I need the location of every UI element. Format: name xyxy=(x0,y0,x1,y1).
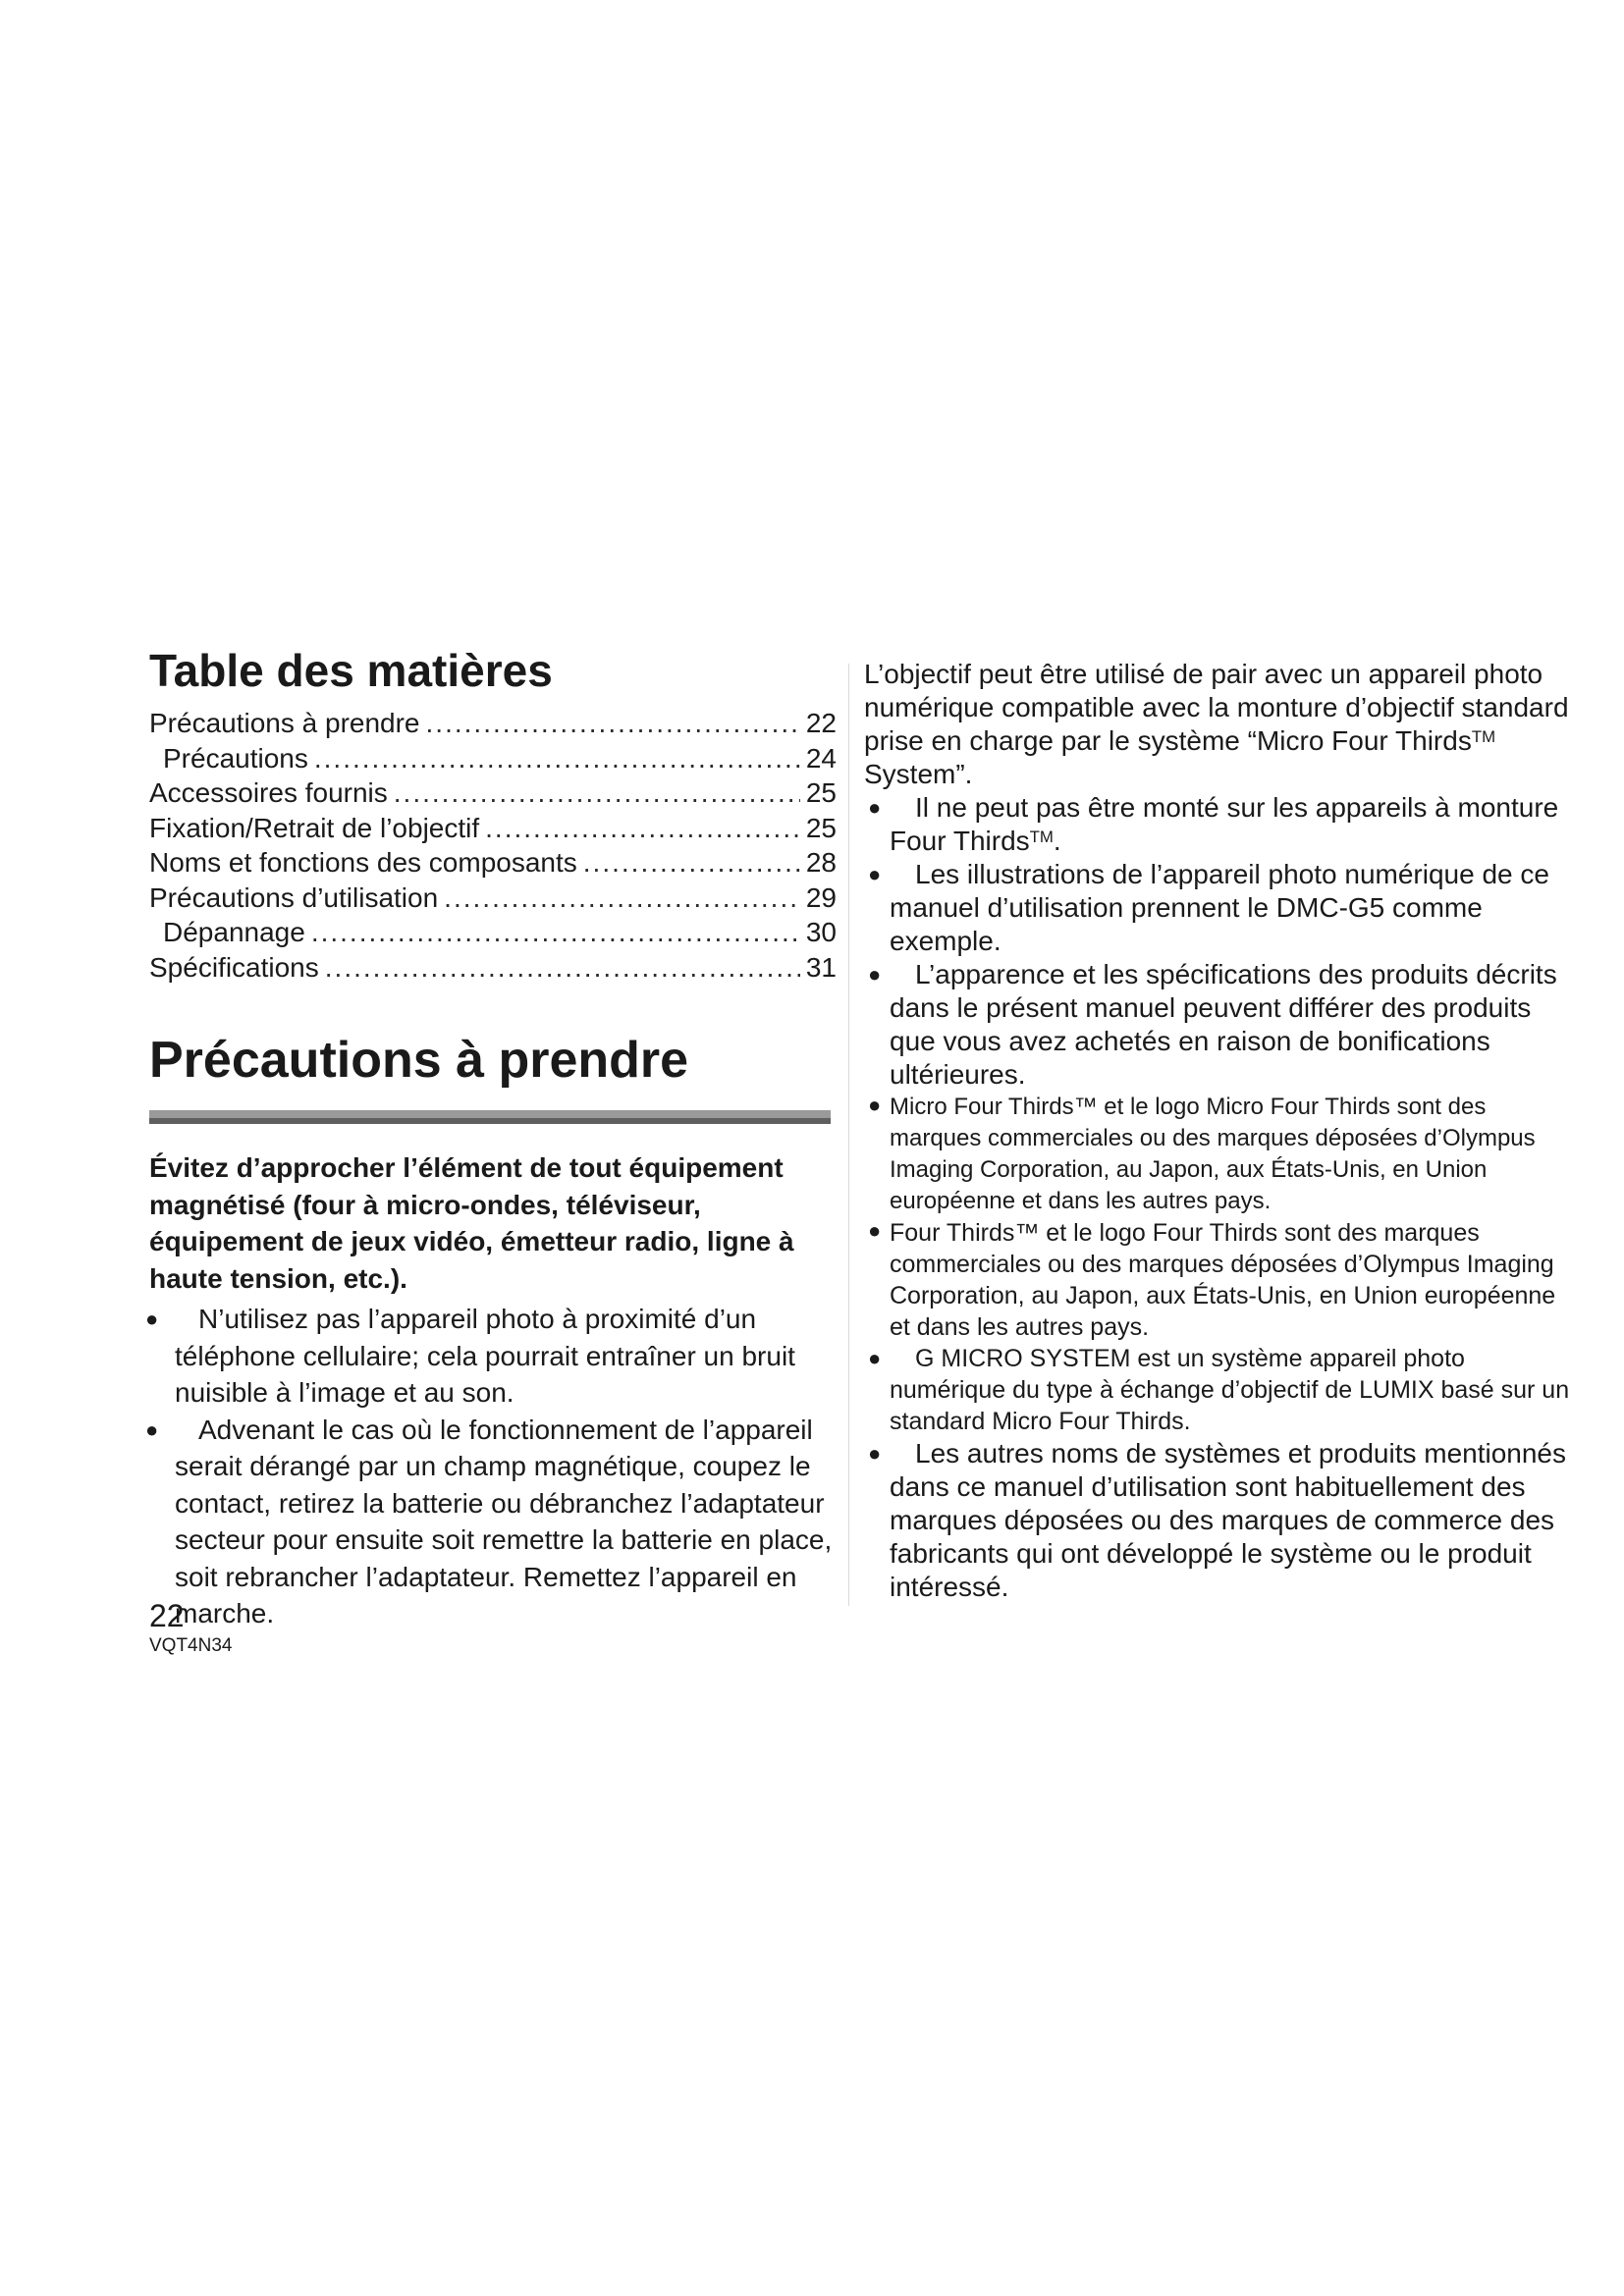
toc-entry-label: Dépannage xyxy=(163,917,305,947)
toc-dot-leader xyxy=(394,775,800,811)
list-item xyxy=(864,858,1571,958)
toc-entry[interactable] xyxy=(149,881,837,916)
toc-entry[interactable] xyxy=(149,950,837,986)
toc-entry-label: Noms et fonctions des composants xyxy=(149,847,577,878)
list-item-text-part: Il ne peut pas être monté sur les appareils à monture Four Thirds xyxy=(890,792,1559,856)
toc-entry-page: 30 xyxy=(805,917,837,947)
bullet-icon: ● xyxy=(868,1218,882,1243)
list-item-text: L’apparence et les spécifications des produits décrits dans le présent manuel peuvent différer des produits que vous avez achetés en raison de bonifications ultérieures. xyxy=(890,959,1557,1090)
toc-entry-label: Précautions d’utilisation xyxy=(149,881,439,913)
list-item xyxy=(864,1092,1571,1217)
toc-entry-page: 25 xyxy=(805,812,837,843)
intro-paragraph xyxy=(864,658,1571,791)
left-column xyxy=(145,643,837,1632)
list-item-text xyxy=(890,791,1571,858)
toc-entry-page: 25 xyxy=(805,777,837,808)
notes-list xyxy=(864,791,1571,1604)
list-item xyxy=(864,1343,1571,1437)
list-item xyxy=(864,791,1571,858)
list-item xyxy=(864,958,1571,1092)
bullet-icon: ● xyxy=(868,962,882,987)
toc-entry-label: Accessoires fournis xyxy=(149,777,388,808)
bullet-icon: ● xyxy=(145,1307,159,1331)
list-item xyxy=(145,1301,837,1412)
toc-entry[interactable] xyxy=(149,706,837,741)
bullet-icon: ● xyxy=(145,1416,159,1442)
list-item-text: N’utilisez pas l’appareil photo à proximité d’un téléphone cellulaire; cela pourrait entraîner un bruit nuisible à l’image et au son. xyxy=(175,1304,795,1408)
list-item-text: Four Thirds™ et le logo Four Thirds sont des marques commerciales ou des marques déposées d’Olympus Imaging Corporation, au Japon, aux États-Unis, en Union européenne et dans les autres pays. xyxy=(890,1219,1556,1341)
section-divider xyxy=(149,1110,831,1124)
toc-entry-page: 29 xyxy=(805,881,837,913)
toc-entry[interactable] xyxy=(149,775,837,811)
toc-entry-page: 22 xyxy=(805,708,837,738)
toc-entry[interactable] xyxy=(149,845,837,881)
intro-text: L’objectif peut être utilisé de pair avec un appareil photo numérique compatible avec la monture d’objectif standard prise en charge par le système “Micro Four Thirds xyxy=(864,659,1569,756)
toc-entry-page: 28 xyxy=(805,847,837,878)
toc-entry-label: Précautions à prendre xyxy=(149,708,420,738)
list-item xyxy=(864,1217,1571,1343)
toc-entry[interactable] xyxy=(149,915,837,950)
intro-text-end: System”. xyxy=(864,759,973,789)
toc-entry-label: Précautions xyxy=(163,742,308,774)
list-item-text: Les autres noms de systèmes et produits mentionnés dans ce manuel d’utilisation sont habituellement des marques déposées ou des marques de commerce des fabricants qui ont développé le système ou le produit intéressé. xyxy=(890,1438,1567,1602)
trademark-mark: TM xyxy=(1029,827,1054,846)
trademark-mark: TM xyxy=(1471,726,1496,746)
toc-entry-page: 31 xyxy=(805,951,837,983)
toc-entry[interactable] xyxy=(149,741,837,776)
list-item xyxy=(145,1412,837,1632)
page-number: 22 xyxy=(149,1598,185,1633)
warning-text: Évitez d’approcher l’élément de tout équipement magnétisé (four à micro-ondes, téléviseur, équipement de jeux vidéo, émetteur radio, ligne à haute tension, etc.). xyxy=(149,1152,794,1294)
toc-title: Table des matières xyxy=(149,645,553,696)
bullet-icon: ● xyxy=(868,1441,882,1466)
toc-dot-leader xyxy=(311,915,800,950)
precaution-list xyxy=(145,1301,837,1632)
toc-dot-leader xyxy=(426,706,800,741)
bullet-icon: ● xyxy=(868,862,882,886)
toc-dot-leader xyxy=(325,950,800,986)
toc-dot-leader xyxy=(485,811,800,846)
toc-entry-page: 24 xyxy=(805,742,837,774)
list-item-text: Advenant le cas où le fonctionnement de l’appareil serait dérangé par un champ magnétique, coupez le contact, retirez la batterie ou débranchez l’adaptateur secteur pour ensuite soit remettre la batterie en place, soit rebrancher l’adaptateur. Remettez l’appareil en marche. xyxy=(175,1414,833,1629)
section-title: Précautions à prendre xyxy=(149,1032,689,1089)
list-item-text: Micro Four Thirds™ et le logo Micro Four Thirds sont des marques commerciales ou des marques déposées d’Olympus Imaging Corporation, au Japon, aux États-Unis, en Union européenne et dans les autres pays. xyxy=(890,1094,1536,1214)
toc-dot-leader xyxy=(583,845,800,881)
toc-list xyxy=(149,706,837,985)
bullet-icon: ● xyxy=(868,795,882,820)
list-item xyxy=(864,1437,1571,1604)
toc-entry[interactable] xyxy=(149,811,837,846)
bullet-icon: ● xyxy=(868,1346,882,1370)
right-column xyxy=(864,658,1571,1604)
list-item-text-end: . xyxy=(1053,826,1061,856)
toc-dot-leader xyxy=(444,881,800,916)
bullet-icon: ● xyxy=(868,1093,882,1117)
toc-entry-label: Fixation/Retrait de l’objectif xyxy=(149,812,480,843)
toc-dot-leader xyxy=(314,741,800,776)
document-code: VQT4N34 xyxy=(149,1635,233,1656)
list-item-text: Les illustrations de l’appareil photo numérique de ce manuel d’utilisation prennent le DMC-G5 comme exemple. xyxy=(890,859,1549,956)
list-item-text: G MICRO SYSTEM est un système appareil photo numérique du type à échange d’objectif de LUMIX basé sur un standard Micro Four Thirds. xyxy=(890,1345,1570,1435)
column-divider xyxy=(848,664,849,1606)
toc-entry-label: Spécifications xyxy=(149,951,319,983)
